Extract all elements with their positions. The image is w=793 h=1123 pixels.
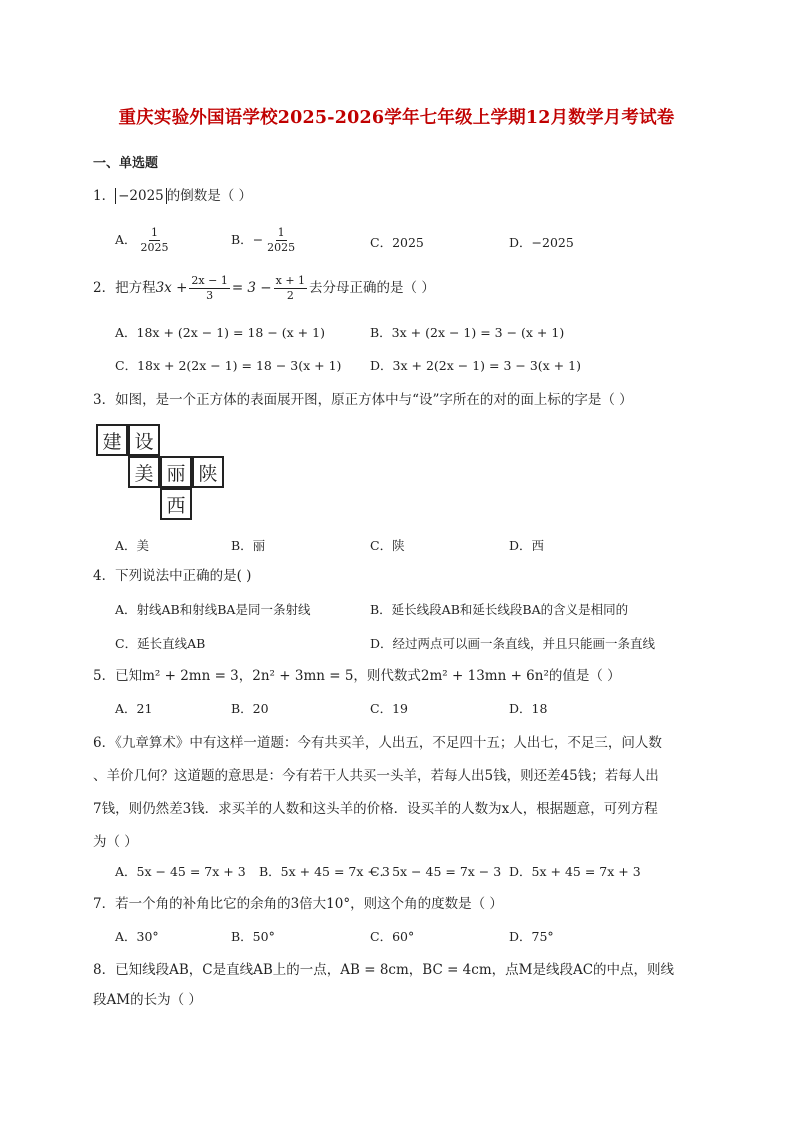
q6-option-b[interactable]: B．5x + 45 = 7x − 3 [259,864,390,879]
q2-option-c[interactable]: C．18x + 2(2x − 1) = 18 − 3(x + 1) [115,358,342,373]
question-2-stem: 2．把方程3x + $\frac{2x - 1}{3}$ = 3 − $\frac{x + 1}{2}$ 去分母正确的是（ ） [93,274,435,302]
question-3-stem: 3．如图，是一个正方体的表面展开图，原正方体中与“设”字所在的对的面上标的字是（ ） [93,392,633,408]
question-1-tail: 的倒数是（ ） [166,188,253,204]
q5-option-b[interactable]: B．20 [231,701,269,716]
net-cell-1: 建 [96,424,128,456]
q5-option-c[interactable]: C．19 [370,701,408,716]
q4-option-a[interactable]: A．射线AB和射线BA是同一条射线 [115,602,311,617]
q3-option-d[interactable]: D．西 [509,538,545,553]
q2-option-a[interactable]: A．18x + (2x − 1) = 18 − (x + 1) [115,325,325,340]
net-cell-2: 设 [128,424,160,456]
net-cell-6: 西 [160,488,192,520]
q7-option-c[interactable]: C．60° [370,929,415,944]
q3-option-b[interactable]: B．丽 [231,538,266,553]
question-1-number: 1． [93,188,116,204]
question-8-line-1: 8．已知线段AB，C是直线AB上的一点，AB = 8cm，BC = 4cm，点M是线段AC的中点，则线 [93,962,675,978]
fraction: $\frac{1}{2025}$ [267,226,296,254]
question-6-line-1: 6．《九章算术》中有这样一道题：今有共买羊，人出五，不足四十五；人出七，不足三，问人数 [93,735,662,751]
q4-option-d[interactable]: D．经过两点可以画一条直线，并且只能画一条直线 [370,636,656,651]
q7-option-a[interactable]: A．30° [115,929,159,944]
question-6-line-4: 为（ ） [93,834,138,850]
question-1-stem [93,186,252,206]
question-4-stem: 4．下列说法中正确的是( ) [93,568,252,584]
fraction: $\frac{x + 1}{2}$ [275,274,306,302]
q7-option-d[interactable]: D．75° [509,929,554,944]
q4-option-c[interactable]: C．延长直线AB [115,636,206,651]
exam-title: 重庆实验外国语学校2025-2026学年七年级上学期12月数学月考试卷 [118,108,675,128]
question-6-line-2: 、羊价几何？这道题的意思是：今有若干人共买一头羊，若每人出5钱，则还差45钱；若每人出 [93,768,659,784]
section-heading: 一、单选题 [93,156,159,171]
fraction: $\frac{2x - 1}{3}$ [191,274,228,302]
net-cell-3: 美 [128,456,160,488]
q6-option-a[interactable]: A．5x − 45 = 7x + 3 [115,864,246,879]
q7-option-b[interactable]: B．50° [231,929,275,944]
q2-option-b[interactable]: B．3x + (2x − 1) = 3 − (x + 1) [370,325,565,340]
net-cell-4: 丽 [160,456,192,488]
q6-option-c[interactable]: C．5x − 45 = 7x − 3 [370,864,502,879]
absolute-value-expression: −2025 [115,188,167,204]
q5-option-a[interactable]: A．21 [115,701,153,716]
q4-option-b[interactable]: B．延长线段AB和延长线段BA的含义是相同的 [370,602,629,617]
net-cell-5: 陕 [192,456,224,488]
question-5-stem: 5．已知m² + 2mn = 3，2n² + 3mn = 5，则代数式2m² + 13mn + 6n²的值是（ ） [93,668,621,684]
question-8-line-2: 段AM的长为（ ） [93,992,202,1008]
q1-option-d[interactable]: D．−2025 [509,235,574,250]
q1-option-b[interactable]: B．− $\frac{1}{2025}$ [231,226,296,254]
question-7-stem: 7．若一个角的补角比它的余角的3倍大10°，则这个角的度数是（ ） [93,896,503,912]
q1-option-a[interactable]: A． $\frac{1}{2025}$ [115,226,169,254]
q2-option-d[interactable]: D．3x + 2(2x − 1) = 3 − 3(x + 1) [370,358,581,373]
q5-option-d[interactable]: D．18 [509,701,548,716]
q3-option-a[interactable]: A．美 [115,538,150,553]
q3-option-c[interactable]: C．陕 [370,538,405,553]
q6-option-d[interactable]: D．5x + 45 = 7x + 3 [509,864,641,879]
question-6-line-3: 7钱，则仍然差3钱．求买羊的人数和这头羊的价格．设买羊的人数为x人，根据题意，可列方程 [93,801,658,817]
q1-option-c[interactable]: C．2025 [370,235,424,250]
fraction: $\frac{1}{2025}$ [140,226,169,254]
